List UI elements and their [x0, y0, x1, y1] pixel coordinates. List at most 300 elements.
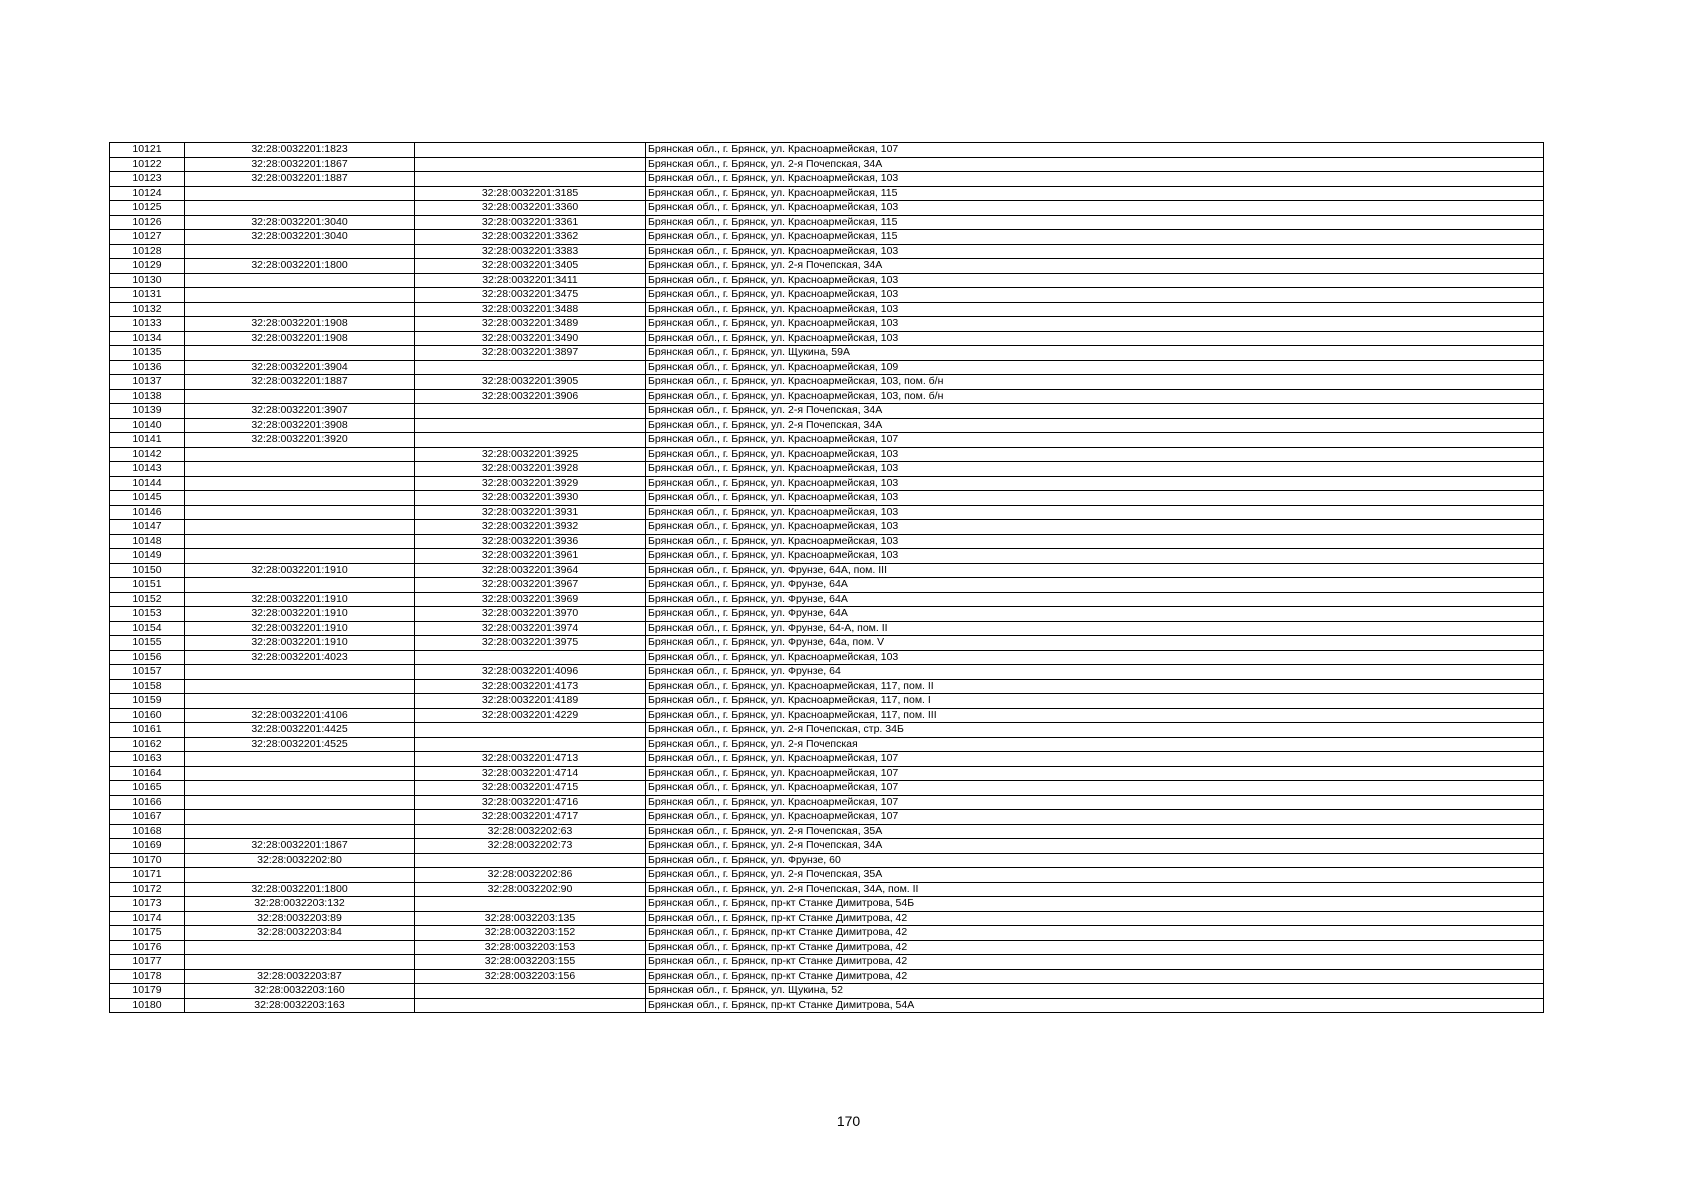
address-cell: Брянская обл., г. Брянск, ул. 2-я Почепская, 34А — [646, 418, 1544, 433]
parent-cadastral-number-cell: 32:28:0032203:160 — [185, 984, 415, 999]
cadastral-number-cell — [415, 157, 646, 172]
row-number-cell: 10166 — [110, 795, 185, 810]
table-row — [110, 288, 1544, 303]
parent-cadastral-number-cell — [185, 244, 415, 259]
address-cell: Брянская обл., г. Брянск, ул. Красноармейская, 103 — [646, 462, 1544, 477]
parent-cadastral-number-cell: 32:28:0032203:89 — [185, 911, 415, 926]
address-cell: Брянская обл., г. Брянск, ул. Красноармейская, 103, пом. б/н — [646, 389, 1544, 404]
row-number-cell: 10152 — [110, 592, 185, 607]
cadastral-number-cell: 32:28:0032202:63 — [415, 824, 646, 839]
parent-cadastral-number-cell — [185, 476, 415, 491]
cadastral-number-cell: 32:28:0032201:4189 — [415, 694, 646, 709]
parent-cadastral-number-cell: 32:28:0032201:1910 — [185, 563, 415, 578]
row-number-cell: 10156 — [110, 650, 185, 665]
table-row — [110, 723, 1544, 738]
parent-cadastral-number-cell — [185, 679, 415, 694]
cadastral-number-cell: 32:28:0032201:3405 — [415, 259, 646, 274]
address-cell: Брянская обл., г. Брянск, ул. 2-я Почепская, стр. 34Б — [646, 723, 1544, 738]
cadastral-number-cell: 32:28:0032201:3974 — [415, 621, 646, 636]
parent-cadastral-number-cell — [185, 534, 415, 549]
cadastral-number-cell: 32:28:0032201:3490 — [415, 331, 646, 346]
cadastral-number-cell: 32:28:0032201:3362 — [415, 230, 646, 245]
address-cell: Брянская обл., г. Брянск, ул. Красноармейская, 107 — [646, 752, 1544, 767]
cadastral-number-cell — [415, 433, 646, 448]
row-number-cell: 10175 — [110, 926, 185, 941]
table-row — [110, 491, 1544, 506]
parent-cadastral-number-cell: 32:28:0032201:3920 — [185, 433, 415, 448]
table-row — [110, 868, 1544, 883]
row-number-cell: 10154 — [110, 621, 185, 636]
table-row — [110, 172, 1544, 187]
row-number-cell: 10122 — [110, 157, 185, 172]
cadastral-number-cell: 32:28:0032201:3360 — [415, 201, 646, 216]
row-number-cell: 10163 — [110, 752, 185, 767]
table-row — [110, 708, 1544, 723]
table-row — [110, 259, 1544, 274]
parent-cadastral-number-cell: 32:28:0032201:3040 — [185, 215, 415, 230]
row-number-cell: 10125 — [110, 201, 185, 216]
row-number-cell: 10148 — [110, 534, 185, 549]
table-row — [110, 244, 1544, 259]
row-number-cell: 10144 — [110, 476, 185, 491]
table-row — [110, 433, 1544, 448]
cadastral-number-cell — [415, 404, 646, 419]
parent-cadastral-number-cell — [185, 462, 415, 477]
parent-cadastral-number-cell: 32:28:0032201:3904 — [185, 360, 415, 375]
row-number-cell: 10123 — [110, 172, 185, 187]
table-row — [110, 940, 1544, 955]
parent-cadastral-number-cell — [185, 868, 415, 883]
row-number-cell: 10145 — [110, 491, 185, 506]
address-cell: Брянская обл., г. Брянск, пр-кт Станке Димитрова, 42 — [646, 926, 1544, 941]
row-number-cell: 10133 — [110, 317, 185, 332]
table-row — [110, 157, 1544, 172]
parent-cadastral-number-cell — [185, 578, 415, 593]
table-row — [110, 607, 1544, 622]
cadastral-number-cell — [415, 998, 646, 1013]
table-row — [110, 563, 1544, 578]
table-row — [110, 882, 1544, 897]
table-row — [110, 781, 1544, 796]
address-cell: Брянская обл., г. Брянск, ул. Красноармейская, 103 — [646, 549, 1544, 564]
address-cell: Брянская обл., г. Брянск, пр-кт Станке Димитрова, 42 — [646, 969, 1544, 984]
table-row — [110, 737, 1544, 752]
row-number-cell: 10168 — [110, 824, 185, 839]
row-number-cell: 10140 — [110, 418, 185, 433]
row-number-cell: 10162 — [110, 737, 185, 752]
cadastral-number-cell: 32:28:0032201:3930 — [415, 491, 646, 506]
table-row — [110, 201, 1544, 216]
table-row — [110, 636, 1544, 651]
row-number-cell: 10165 — [110, 781, 185, 796]
table-row — [110, 679, 1544, 694]
parent-cadastral-number-cell: 32:28:0032201:4425 — [185, 723, 415, 738]
table-row — [110, 346, 1544, 361]
cadastral-number-cell — [415, 853, 646, 868]
row-number-cell: 10131 — [110, 288, 185, 303]
row-number-cell: 10167 — [110, 810, 185, 825]
row-number-cell: 10155 — [110, 636, 185, 651]
parent-cadastral-number-cell: 32:28:0032201:1908 — [185, 317, 415, 332]
cadastral-number-cell: 32:28:0032202:90 — [415, 882, 646, 897]
parent-cadastral-number-cell — [185, 505, 415, 520]
parent-cadastral-number-cell: 32:28:0032201:1867 — [185, 157, 415, 172]
parent-cadastral-number-cell: 32:28:0032201:4525 — [185, 737, 415, 752]
table-row — [110, 592, 1544, 607]
row-number-cell: 10142 — [110, 447, 185, 462]
cadastral-number-cell: 32:28:0032201:3897 — [415, 346, 646, 361]
address-cell: Брянская обл., г. Брянск, ул. Красноармейская, 103 — [646, 317, 1544, 332]
table-row — [110, 273, 1544, 288]
cadastral-number-cell: 32:28:0032201:3411 — [415, 273, 646, 288]
cadastral-number-cell: 32:28:0032201:3964 — [415, 563, 646, 578]
address-cell: Брянская обл., г. Брянск, ул. Фрунзе, 64А — [646, 578, 1544, 593]
row-number-cell: 10177 — [110, 955, 185, 970]
row-number-cell: 10135 — [110, 346, 185, 361]
parent-cadastral-number-cell — [185, 781, 415, 796]
cadastral-number-cell: 32:28:0032201:4715 — [415, 781, 646, 796]
table-row — [110, 462, 1544, 477]
parent-cadastral-number-cell — [185, 302, 415, 317]
address-cell: Брянская обл., г. Брянск, ул. Красноармейская, 103 — [646, 491, 1544, 506]
parent-cadastral-number-cell: 32:28:0032203:132 — [185, 897, 415, 912]
row-number-cell: 10176 — [110, 940, 185, 955]
address-cell: Брянская обл., г. Брянск, ул. Красноармейская, 109 — [646, 360, 1544, 375]
cadastral-number-cell: 32:28:0032203:135 — [415, 911, 646, 926]
cadastral-number-cell: 32:28:0032201:4173 — [415, 679, 646, 694]
row-number-cell: 10169 — [110, 839, 185, 854]
address-cell: Брянская обл., г. Брянск, ул. Красноармейская, 103 — [646, 505, 1544, 520]
address-cell: Брянская обл., г. Брянск, ул. Красноармейская, 107 — [646, 766, 1544, 781]
address-cell: Брянская обл., г. Брянск, ул. Фрунзе, 64а, пом. V — [646, 636, 1544, 651]
cadastral-number-cell: 32:28:0032201:3967 — [415, 578, 646, 593]
parent-cadastral-number-cell — [185, 447, 415, 462]
table-row — [110, 766, 1544, 781]
row-number-cell: 10160 — [110, 708, 185, 723]
address-cell: Брянская обл., г. Брянск, ул. Фрунзе, 64 — [646, 665, 1544, 680]
parent-cadastral-number-cell — [185, 824, 415, 839]
table-row — [110, 476, 1544, 491]
row-number-cell: 10126 — [110, 215, 185, 230]
address-cell: Брянская обл., г. Брянск, ул. Фрунзе, 64-А, пом. II — [646, 621, 1544, 636]
row-number-cell: 10180 — [110, 998, 185, 1013]
parent-cadastral-number-cell: 32:28:0032201:1887 — [185, 172, 415, 187]
table-row — [110, 839, 1544, 854]
parent-cadastral-number-cell: 32:28:0032201:1910 — [185, 592, 415, 607]
cadastral-number-cell: 32:28:0032201:4714 — [415, 766, 646, 781]
cadastral-number-cell — [415, 360, 646, 375]
cadastral-number-cell: 32:28:0032201:3185 — [415, 186, 646, 201]
cadastral-number-cell: 32:28:0032203:153 — [415, 940, 646, 955]
address-cell: Брянская обл., г. Брянск, ул. Красноармейская, 107 — [646, 810, 1544, 825]
address-cell: Брянская обл., г. Брянск, ул. Щукина, 52 — [646, 984, 1544, 999]
table-row — [110, 650, 1544, 665]
address-cell: Брянская обл., г. Брянск, ул. 2-я Почепская, 34А — [646, 259, 1544, 274]
address-cell: Брянская обл., г. Брянск, ул. Красноармейская, 103 — [646, 534, 1544, 549]
address-cell: Брянская обл., г. Брянск, ул. Красноармейская, 103 — [646, 172, 1544, 187]
row-number-cell: 10161 — [110, 723, 185, 738]
table-row — [110, 520, 1544, 535]
row-number-cell: 10151 — [110, 578, 185, 593]
row-number-cell: 10134 — [110, 331, 185, 346]
parent-cadastral-number-cell: 32:28:0032201:1867 — [185, 839, 415, 854]
row-number-cell: 10127 — [110, 230, 185, 245]
address-cell: Брянская обл., г. Брянск, ул. Красноармейская, 107 — [646, 433, 1544, 448]
row-number-cell: 10172 — [110, 882, 185, 897]
cadastral-number-cell — [415, 172, 646, 187]
row-number-cell: 10141 — [110, 433, 185, 448]
table-row — [110, 331, 1544, 346]
cadastral-number-cell: 32:28:0032201:3905 — [415, 375, 646, 390]
table-row — [110, 665, 1544, 680]
page-number: 170 — [836, 1113, 861, 1129]
address-cell: Брянская обл., г. Брянск, ул. Красноармейская, 103 — [646, 520, 1544, 535]
address-cell: Брянская обл., г. Брянск, ул. Красноармейская, 103, пом. б/н — [646, 375, 1544, 390]
row-number-cell: 10139 — [110, 404, 185, 419]
cadastral-number-cell: 32:28:0032201:3932 — [415, 520, 646, 535]
row-number-cell: 10178 — [110, 969, 185, 984]
parent-cadastral-number-cell: 32:28:0032203:84 — [185, 926, 415, 941]
parent-cadastral-number-cell — [185, 491, 415, 506]
table-row — [110, 418, 1544, 433]
cadastral-number-cell: 32:28:0032201:3383 — [415, 244, 646, 259]
table-row — [110, 375, 1544, 390]
table-row — [110, 302, 1544, 317]
parent-cadastral-number-cell — [185, 940, 415, 955]
parent-cadastral-number-cell: 32:28:0032201:3040 — [185, 230, 415, 245]
cadastral-number-cell: 32:28:0032201:3961 — [415, 549, 646, 564]
address-cell: Брянская обл., г. Брянск, ул. Красноармейская, 107 — [646, 795, 1544, 810]
parent-cadastral-number-cell: 32:28:0032201:1800 — [185, 882, 415, 897]
parent-cadastral-number-cell — [185, 201, 415, 216]
table-row — [110, 926, 1544, 941]
row-number-cell: 10150 — [110, 563, 185, 578]
table-row — [110, 505, 1544, 520]
table-row — [110, 897, 1544, 912]
row-number-cell: 10164 — [110, 766, 185, 781]
table-row — [110, 578, 1544, 593]
row-number-cell: 10130 — [110, 273, 185, 288]
row-number-cell: 10173 — [110, 897, 185, 912]
parent-cadastral-number-cell — [185, 186, 415, 201]
parent-cadastral-number-cell: 32:28:0032201:1910 — [185, 621, 415, 636]
table-row — [110, 447, 1544, 462]
address-cell: Брянская обл., г. Брянск, ул. 2-я Почепская, 34А, пом. II — [646, 882, 1544, 897]
table-row — [110, 534, 1544, 549]
parent-cadastral-number-cell: 32:28:0032201:1887 — [185, 375, 415, 390]
parent-cadastral-number-cell: 32:28:0032201:4023 — [185, 650, 415, 665]
row-number-cell: 10136 — [110, 360, 185, 375]
parent-cadastral-number-cell: 32:28:0032201:1800 — [185, 259, 415, 274]
cadastral-number-cell: 32:28:0032201:3936 — [415, 534, 646, 549]
parent-cadastral-number-cell — [185, 346, 415, 361]
row-number-cell: 10179 — [110, 984, 185, 999]
table-row — [110, 853, 1544, 868]
cadastral-number-cell: 32:28:0032201:3925 — [415, 447, 646, 462]
cadastral-number-cell — [415, 723, 646, 738]
address-cell: Брянская обл., г. Брянск, пр-кт Станке Димитрова, 42 — [646, 911, 1544, 926]
address-cell: Брянская обл., г. Брянск, ул. Красноармейская, 115 — [646, 186, 1544, 201]
parent-cadastral-number-cell: 32:28:0032201:1910 — [185, 607, 415, 622]
cadastral-number-cell: 32:28:0032202:73 — [415, 839, 646, 854]
table-row — [110, 317, 1544, 332]
table-row — [110, 694, 1544, 709]
cadastral-number-cell: 32:28:0032201:3475 — [415, 288, 646, 303]
cadastral-number-cell: 32:28:0032201:4713 — [415, 752, 646, 767]
address-cell: Брянская обл., г. Брянск, пр-кт Станке Димитрова, 42 — [646, 955, 1544, 970]
address-cell: Брянская обл., г. Брянск, ул. 2-я Почепская, 34А — [646, 157, 1544, 172]
address-cell: Брянская обл., г. Брянск, ул. Красноармейская, 115 — [646, 215, 1544, 230]
table-row — [110, 621, 1544, 636]
row-number-cell: 10159 — [110, 694, 185, 709]
address-cell: Брянская обл., г. Брянск, ул. Красноармейская, 103 — [646, 447, 1544, 462]
row-number-cell: 10132 — [110, 302, 185, 317]
table-row — [110, 998, 1544, 1013]
address-cell: Брянская обл., г. Брянск, ул. Красноармейская, 103 — [646, 331, 1544, 346]
table-row — [110, 911, 1544, 926]
parent-cadastral-number-cell: 32:28:0032202:80 — [185, 853, 415, 868]
table-row — [110, 549, 1544, 564]
address-cell: Брянская обл., г. Брянск, ул. Красноармейская, 107 — [646, 781, 1544, 796]
parent-cadastral-number-cell: 32:28:0032201:3907 — [185, 404, 415, 419]
address-cell: Брянская обл., г. Брянск, ул. Красноармейская, 107 — [646, 143, 1544, 158]
address-cell: Брянская обл., г. Брянск, ул. Красноармейская, 103 — [646, 650, 1544, 665]
row-number-cell: 10124 — [110, 186, 185, 201]
cadastral-number-cell — [415, 650, 646, 665]
address-cell: Брянская обл., г. Брянск, ул. Красноармейская, 103 — [646, 201, 1544, 216]
registry-table — [109, 142, 1544, 1013]
cadastral-number-cell: 32:28:0032201:4096 — [415, 665, 646, 680]
address-cell: Брянская обл., г. Брянск, ул. Красноармейская, 103 — [646, 476, 1544, 491]
address-cell: Брянская обл., г. Брянск, пр-кт Станке Димитрова, 54Б — [646, 897, 1544, 912]
address-cell: Брянская обл., г. Брянск, ул. Красноармейская, 117, пом. I — [646, 694, 1544, 709]
address-cell: Брянская обл., г. Брянск, ул. Красноармейская, 103 — [646, 288, 1544, 303]
row-number-cell: 10153 — [110, 607, 185, 622]
table-row — [110, 824, 1544, 839]
parent-cadastral-number-cell: 32:28:0032201:1910 — [185, 636, 415, 651]
row-number-cell: 10158 — [110, 679, 185, 694]
parent-cadastral-number-cell — [185, 795, 415, 810]
parent-cadastral-number-cell — [185, 273, 415, 288]
address-cell: Брянская обл., г. Брянск, ул. 2-я Почепская, 35А — [646, 868, 1544, 883]
address-cell: Брянская обл., г. Брянск, ул. Красноармейская, 103 — [646, 244, 1544, 259]
row-number-cell: 10149 — [110, 549, 185, 564]
parent-cadastral-number-cell — [185, 766, 415, 781]
row-number-cell: 10146 — [110, 505, 185, 520]
address-cell: Брянская обл., г. Брянск, ул. Фрунзе, 64А, пом. III — [646, 563, 1544, 578]
parent-cadastral-number-cell — [185, 810, 415, 825]
address-cell: Брянская обл., г. Брянск, ул. Фрунзе, 64А — [646, 607, 1544, 622]
parent-cadastral-number-cell: 32:28:0032201:3908 — [185, 418, 415, 433]
cadastral-number-cell: 32:28:0032203:155 — [415, 955, 646, 970]
cadastral-number-cell — [415, 418, 646, 433]
address-cell: Брянская обл., г. Брянск, ул. 2-я Почепская, 34А — [646, 404, 1544, 419]
row-number-cell: 10147 — [110, 520, 185, 535]
table-row — [110, 230, 1544, 245]
parent-cadastral-number-cell — [185, 752, 415, 767]
cadastral-number-cell: 32:28:0032201:4716 — [415, 795, 646, 810]
address-cell: Брянская обл., г. Брянск, ул. Красноармейская, 103 — [646, 273, 1544, 288]
row-number-cell: 10157 — [110, 665, 185, 680]
address-cell: Брянская обл., г. Брянск, ул. Фрунзе, 64А — [646, 592, 1544, 607]
table-row — [110, 215, 1544, 230]
parent-cadastral-number-cell — [185, 665, 415, 680]
address-cell: Брянская обл., г. Брянск, ул. Фрунзе, 60 — [646, 853, 1544, 868]
parent-cadastral-number-cell: 32:28:0032201:1823 — [185, 143, 415, 158]
cadastral-number-cell: 32:28:0032203:156 — [415, 969, 646, 984]
parent-cadastral-number-cell — [185, 389, 415, 404]
cadastral-number-cell — [415, 737, 646, 752]
parent-cadastral-number-cell: 32:28:0032203:163 — [185, 998, 415, 1013]
cadastral-number-cell: 32:28:0032201:3970 — [415, 607, 646, 622]
cadastral-number-cell: 32:28:0032202:86 — [415, 868, 646, 883]
row-number-cell: 10171 — [110, 868, 185, 883]
table-row — [110, 752, 1544, 767]
address-cell: Брянская обл., г. Брянск, пр-кт Станке Димитрова, 42 — [646, 940, 1544, 955]
row-number-cell: 10143 — [110, 462, 185, 477]
address-cell: Брянская обл., г. Брянск, ул. Красноармейская, 115 — [646, 230, 1544, 245]
parent-cadastral-number-cell: 32:28:0032201:1908 — [185, 331, 415, 346]
address-cell: Брянская обл., г. Брянск, ул. 2-я Почепская, 34А — [646, 839, 1544, 854]
cadastral-number-cell: 32:28:0032201:3929 — [415, 476, 646, 491]
address-cell: Брянская обл., г. Брянск, ул. Красноармейская, 117, пом. II — [646, 679, 1544, 694]
parent-cadastral-number-cell — [185, 288, 415, 303]
address-cell: Брянская обл., г. Брянск, ул. Красноармейская, 117, пом. III — [646, 708, 1544, 723]
cadastral-number-cell: 32:28:0032201:3361 — [415, 215, 646, 230]
cadastral-number-cell: 32:28:0032201:4717 — [415, 810, 646, 825]
row-number-cell: 10129 — [110, 259, 185, 274]
address-cell: Брянская обл., г. Брянск, ул. 2-я Почепская, 35А — [646, 824, 1544, 839]
address-cell: Брянская обл., г. Брянск, ул. Щукина, 59А — [646, 346, 1544, 361]
table-row — [110, 984, 1544, 999]
cadastral-number-cell: 32:28:0032201:3931 — [415, 505, 646, 520]
table-row — [110, 955, 1544, 970]
cadastral-number-cell: 32:28:0032201:3489 — [415, 317, 646, 332]
cadastral-number-cell: 32:28:0032201:3906 — [415, 389, 646, 404]
table-row — [110, 810, 1544, 825]
cadastral-number-cell: 32:28:0032203:152 — [415, 926, 646, 941]
table-row — [110, 969, 1544, 984]
row-number-cell: 10170 — [110, 853, 185, 868]
table-row — [110, 360, 1544, 375]
parent-cadastral-number-cell — [185, 955, 415, 970]
row-number-cell: 10121 — [110, 143, 185, 158]
address-cell: Брянская обл., г. Брянск, пр-кт Станке Димитрова, 54А — [646, 998, 1544, 1013]
cadastral-number-cell: 32:28:0032201:3488 — [415, 302, 646, 317]
cadastral-number-cell: 32:28:0032201:3969 — [415, 592, 646, 607]
cadastral-number-cell: 32:28:0032201:3975 — [415, 636, 646, 651]
row-number-cell: 10137 — [110, 375, 185, 390]
cadastral-number-cell — [415, 897, 646, 912]
address-cell: Брянская обл., г. Брянск, ул. Красноармейская, 103 — [646, 302, 1544, 317]
table-row — [110, 404, 1544, 419]
row-number-cell: 10128 — [110, 244, 185, 259]
parent-cadastral-number-cell: 32:28:0032201:4106 — [185, 708, 415, 723]
address-cell: Брянская обл., г. Брянск, ул. 2-я Почепская — [646, 737, 1544, 752]
cadastral-number-cell: 32:28:0032201:4229 — [415, 708, 646, 723]
parent-cadastral-number-cell — [185, 549, 415, 564]
cadastral-number-cell — [415, 984, 646, 999]
cadastral-number-cell: 32:28:0032201:3928 — [415, 462, 646, 477]
table-row — [110, 795, 1544, 810]
parent-cadastral-number-cell — [185, 694, 415, 709]
parent-cadastral-number-cell: 32:28:0032203:87 — [185, 969, 415, 984]
table-row — [110, 186, 1544, 201]
row-number-cell: 10138 — [110, 389, 185, 404]
row-number-cell: 10174 — [110, 911, 185, 926]
table-row — [110, 143, 1544, 158]
table-row — [110, 389, 1544, 404]
